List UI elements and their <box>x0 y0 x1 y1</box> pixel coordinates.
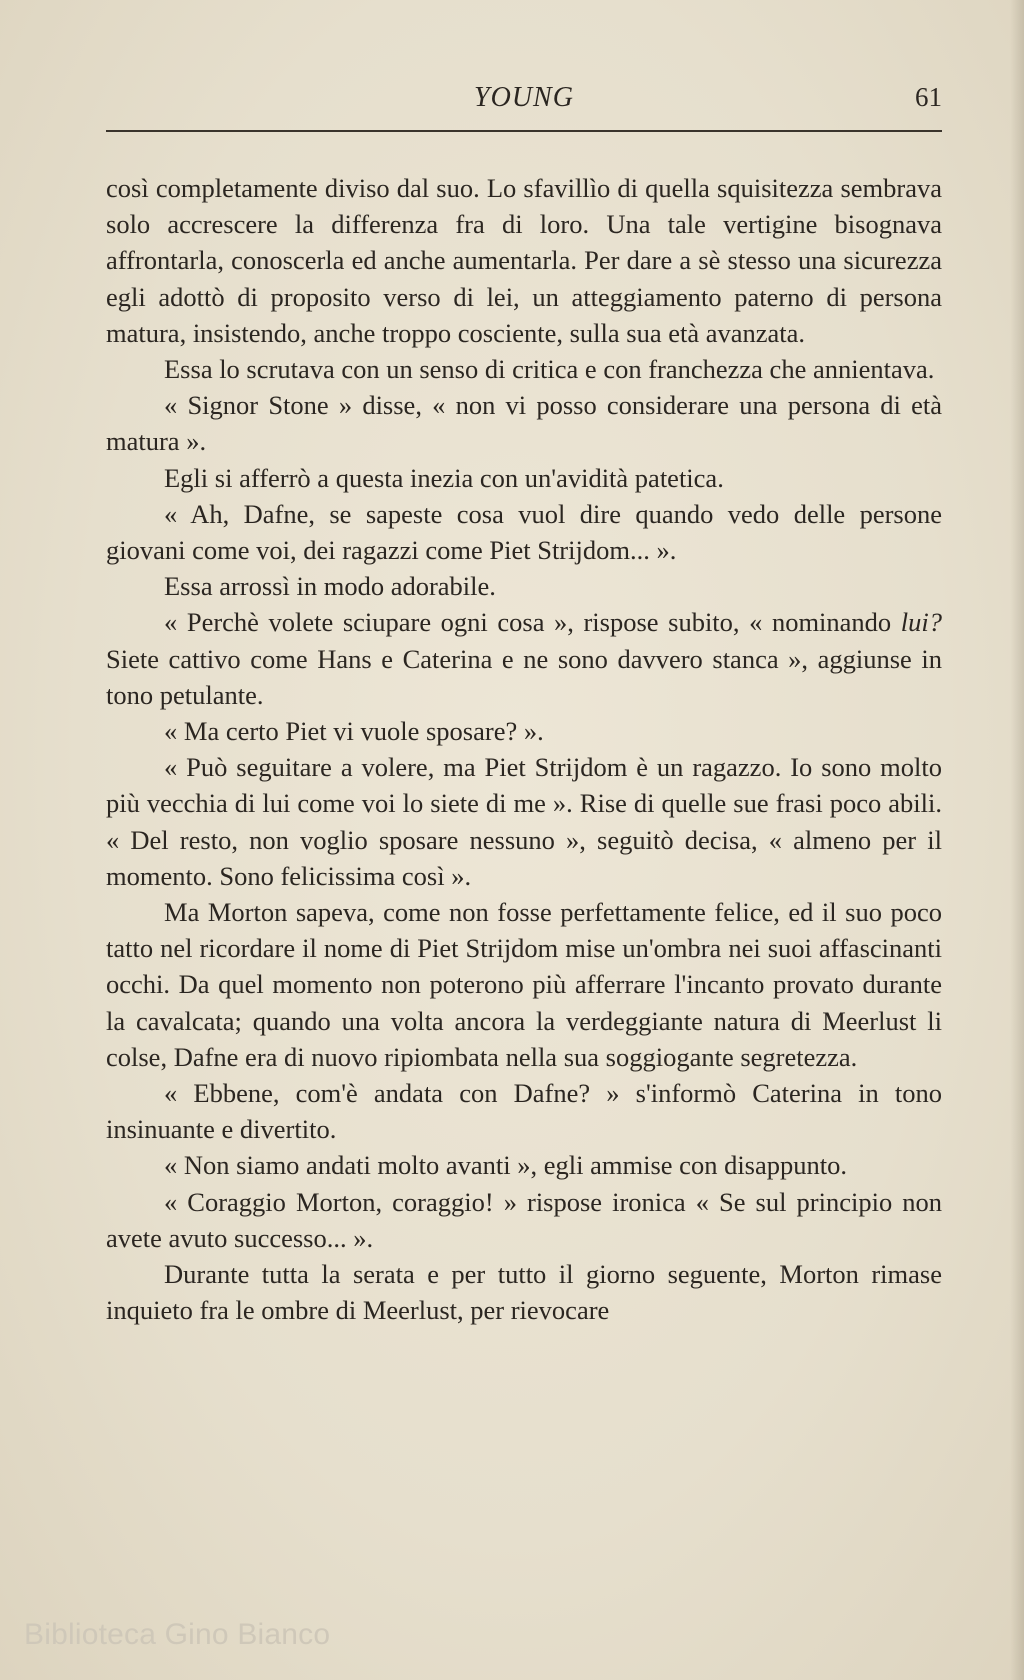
paragraph: Essa arrossì in modo adorabile. <box>164 571 496 602</box>
running-head <box>106 78 942 118</box>
body-text <box>106 170 942 1329</box>
italic-emphasis: lui? <box>900 607 942 638</box>
paragraph: « Non siamo andati molto avanti », egli ammise con disappunto. <box>164 1150 847 1181</box>
paragraph: Egli si afferrò a questa inezia con un'avidità patetica. <box>164 462 724 493</box>
page-number: 61 <box>915 82 942 112</box>
running-title: YOUNG <box>474 82 574 113</box>
paragraph-text: Siete cattivo come Hans e Caterina e ne sono davvero stanca », aggiunse in tono petulante. <box>106 643 942 710</box>
page-edge-shadow <box>1010 0 1024 1680</box>
paragraph-text: « Perchè volete sciupare ogni cosa », rispose subito, « nominando <box>164 607 901 638</box>
paragraph <box>106 604 942 713</box>
paragraph: così completamente diviso dal suo. Lo sfavillìo di quella squisitezza sembrava solo accrescere la differenza fra di loro. Una tale vertigine bisognava affrontarla, conoscerla ed anche aumentarla. Per dare a sè stesso una sicurezza egli adottò di proposito verso di lei, un atteggiamento paterno di persona matura, insistendo, anche troppo cosciente, sulla sua età avanzata. <box>106 173 942 348</box>
paragraph: « Ma certo Piet vi vuole sposare? ». <box>164 716 544 747</box>
paragraph: Essa lo scrutava con un senso di critica e con franchezza che annientava. <box>164 354 935 385</box>
paragraph: « Coraggio Morton, coraggio! » rispose ironica « Se sul principio non avete avuto successo... ». <box>106 1186 942 1253</box>
library-watermark: Biblioteca Gino Bianco <box>24 1618 331 1651</box>
header-rule <box>106 130 942 132</box>
paragraph: Ma Morton sapeva, come non fosse perfettamente felice, ed il suo poco tatto nel ricordare il nome di Piet Strijdom mise un'ombra nei suoi affascinanti occhi. Da quel momento non poterono più afferrare l'incanto provato durante la cavalcata; quando una volta ancora la verdeggiante natura di Meerlust li colse, Dafne era di nuovo ripiombata nella sua soggiogante segretezza. <box>106 897 942 1072</box>
paragraph: « Può seguitare a volere, ma Piet Strijdom è un ragazzo. Io sono molto più vecchia di lui come voi lo siete di me ». Rise di quelle sue frasi poco abili. « Del resto, non voglio sposare nessuno », seguitò decisa, « almeno per il momento. Sono felicissima così ». <box>106 752 942 891</box>
paragraph: « Signor Stone » disse, « non vi posso considerare una persona di età matura ». <box>106 390 942 457</box>
paragraph: « Ah, Dafne, se sapeste cosa vuol dire quando vedo delle persone giovani come voi, dei ragazzi come Piet Strijdom... ». <box>106 498 942 566</box>
paragraph: « Ebbene, com'è andata con Dafne? » s'informò Caterina in tono insinuante e divertito. <box>106 1078 942 1145</box>
paragraph: Durante tutta la serata e per tutto il giorno seguente, Morton rimase inquieto fra le ombre di Meerlust, per rievocare <box>106 1259 942 1326</box>
